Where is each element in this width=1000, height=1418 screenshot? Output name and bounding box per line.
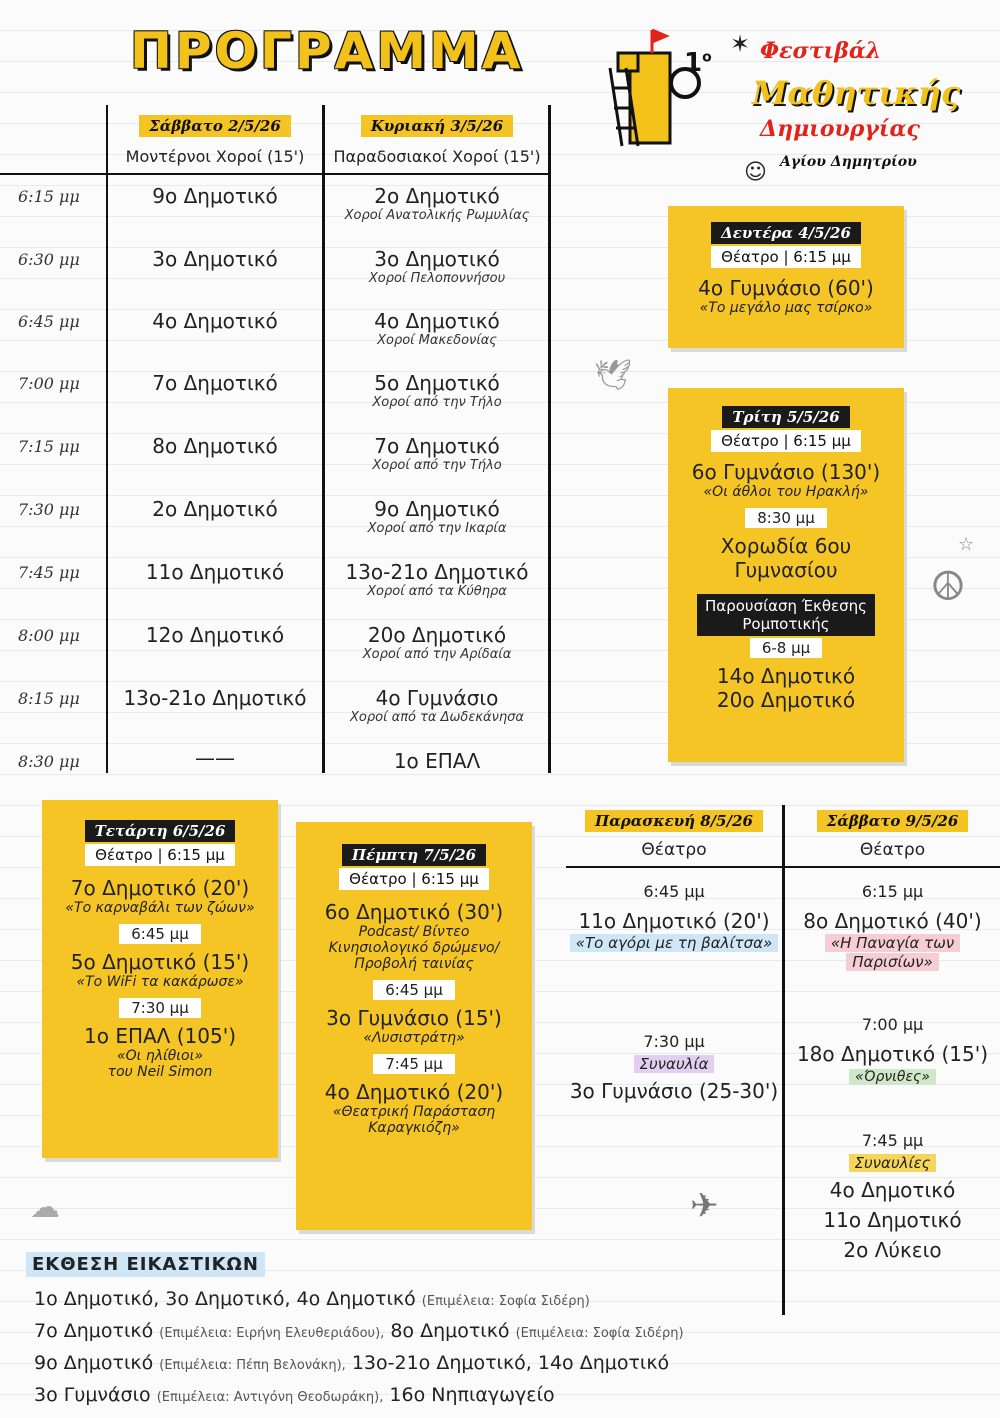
row-school: —— [195, 746, 235, 770]
wednesday-school-2: 5ο Δημοτικό (15') [70, 950, 250, 974]
thursday-play-3a: «Θεατρική Παράσταση [332, 1104, 496, 1120]
row-school: 11ο Δημοτικό [145, 560, 285, 584]
wednesday-tag: Τετάρτη 6/5/26 [85, 820, 236, 842]
tuesday-school: 6ο Γυμνάσιο (130') [691, 460, 881, 484]
friday-venue: Θέατρο [641, 840, 707, 860]
row-time: 7:30 μμ [18, 500, 80, 519]
tuesday-card [668, 388, 904, 762]
tuesday-time-3: 6-8 μμ [750, 638, 822, 658]
tuesday-school-2: 14ο Δημοτικό [716, 664, 856, 688]
exhibition-line-3: 9ο Δημοτικό (Επιμέλεια: Πέπη Βελονάκη), 13ο-21ο Δημοτικό, 14ο Δημοτικό [34, 1352, 670, 1374]
monday-tag: Δευτέρα 4/5/26 [711, 222, 861, 244]
tuesday-time-2: 8:30 μμ [745, 508, 827, 528]
day1-tag: Σάββατο 2/5/26 [139, 115, 291, 137]
row-school: 7ο Δημοτικό [152, 371, 278, 395]
wednesday-time-3: 7:30 μμ [119, 998, 201, 1018]
thursday-tag: Πέμπτη 7/5/26 [342, 844, 486, 866]
thursday-venue: Θέατρο | 6:15 μμ [339, 868, 489, 890]
logo-line-3: Δημιουργίας [760, 116, 920, 142]
friday-school-2: 3ο Γυμνάσιο (25-30') [569, 1079, 779, 1103]
day1-subtitle: Μοντέρνοι Χοροί (15') [125, 147, 305, 166]
saturday-play-1b: Παρισίων» [846, 953, 939, 971]
tuesday-choir: Χορωδία 6ου Γυμνασίου [720, 534, 852, 582]
monday-school: 4ο Γυμνάσιο (60') [698, 276, 874, 300]
thursday-time-3: 7:45 μμ [373, 1054, 455, 1074]
wednesday-card [42, 800, 278, 1158]
logo-line-4: Αγίου Δημητρίου [780, 154, 917, 170]
row-school: 2ο Δημοτικό [152, 497, 278, 521]
festival-logo-icon [600, 28, 710, 148]
wednesday-play-1: «Το καρναβάλι των ζώων» [65, 900, 255, 916]
saturday-play-2: «Όρνιθες» [849, 1069, 936, 1085]
wednesday-play-3: «Οι ηλίθιοι» [117, 1048, 203, 1064]
row-school-2: 2ο Δημοτικό Χοροί Ανατολικής Ρωμυλίας [344, 184, 530, 223]
row-time: 8:30 μμ [18, 752, 80, 771]
thursday-play-1c: Προβολή ταινίας [354, 956, 474, 972]
thursday-school-2: 3ο Γυμνάσιο (15') [326, 1006, 502, 1030]
thursday-play-1b: Κινησιολογικό δρώμενο/ [328, 940, 500, 956]
row-school: 9ο Δημοτικό [152, 184, 278, 208]
saturday-concert-label: Συναυλίες [849, 1154, 937, 1172]
day2-header [326, 115, 548, 166]
friday-tag: Παρασκευή 8/5/26 [585, 810, 763, 832]
logo-number: $1^o$ [684, 48, 712, 78]
cloud-icon: ☁ [30, 1190, 60, 1225]
row-school: 8ο Δημοτικό [152, 434, 278, 458]
saturday-school-3b: 11ο Δημοτικό [823, 1208, 962, 1232]
row-time: 7:45 μμ [18, 563, 80, 582]
logo-line-1: Φεστιβάλ [760, 38, 882, 64]
wednesday-school-3: 1ο ΕΠΑΛ (105') [84, 1024, 236, 1048]
wednesday-school-1: 7ο Δημοτικό (20') [70, 876, 250, 900]
row-school: 12ο Δημοτικό [145, 623, 285, 647]
table-divider [0, 173, 548, 175]
row-school: 13ο-21ο Δημοτικό [123, 686, 307, 710]
monday-venue: Θέατρο | 6:15 μμ [711, 246, 861, 268]
peace-icon: ☮ [930, 564, 966, 610]
thursday-play-1a: Podcast/ Βίντεο [358, 924, 470, 940]
thursday-card [296, 822, 532, 1230]
thursday-play-2: «Λυσιστράτη» [363, 1030, 465, 1046]
day2-subtitle: Παραδοσιακοί Χοροί (15') [333, 147, 541, 166]
row-school: 3ο Δημοτικό [152, 247, 278, 271]
paper-plane-icon: ✈ [690, 1186, 719, 1226]
tuesday-exhibit: Παρουσίαση Έκθεσης Ρομποτικής [697, 594, 875, 636]
smiley-icon: ☺ [744, 160, 767, 185]
exhibition-title: ΕΚΘΕΣΗ ΕΙΚΑΣΤΙΚΩΝ [26, 1252, 265, 1277]
friday-play-1: «Το αγόρι με τη βαλίτσα» [570, 934, 779, 952]
row-school-2: 1ο ΕΠΑΛ [393, 749, 481, 773]
friday-concert-label: Συναυλία [634, 1055, 715, 1073]
friday-time-1: 6:45 μμ [643, 882, 705, 901]
saturday-play-1a: «Η Παναγία των [825, 934, 960, 952]
row-school-2: 7ο Δημοτικό Χοροί από την Τήλο [372, 434, 502, 473]
star-icon: ✶ [730, 30, 751, 58]
saturday-time-2: 7:00 μμ [861, 1015, 924, 1034]
row-school-2: 3ο Δημοτικό Χοροί Πελοποννήσου [368, 247, 506, 286]
row-school-2: 4ο Γυμνάσιο Χοροί από τα Δωδεκάνησα [350, 686, 524, 725]
star-icon: ☆ [958, 534, 975, 555]
exhibition-line-1: 1ο Δημοτικό, 3ο Δημοτικό, 4ο Δημοτικό (Επιμέλεια: Σοφία Σιδέρη) [34, 1288, 590, 1310]
table-divider [322, 105, 325, 773]
wednesday-time-2: 6:45 μμ [119, 924, 201, 944]
tuesday-school-3: 20ο Δημοτικό [716, 688, 856, 712]
row-time: 7:00 μμ [18, 374, 80, 393]
row-time: 6:45 μμ [18, 312, 80, 331]
wednesday-play-3b: του Neil Simon [107, 1064, 213, 1080]
page-title: ΠΡΟΓΡΑΜΜΑ [130, 22, 524, 80]
row-school-2: 9ο Δημοτικό Χοροί από την Ικαρία [367, 497, 507, 536]
row-time: 8:00 μμ [18, 626, 80, 645]
logo-line-2: Μαθητικής [752, 74, 961, 112]
tuesday-tag: Τρίτη 5/5/26 [722, 406, 849, 428]
thursday-time-2: 6:45 μμ [373, 980, 455, 1000]
row-school-2: 5ο Δημοτικό Χοροί από την Τήλο [372, 371, 502, 410]
saturday-school-2: 18ο Δημοτικό (15') [796, 1042, 989, 1066]
day2-tag: Κυριακή 3/5/26 [361, 115, 513, 137]
row-school-2: 13ο-21ο Δημοτικό Χοροί από τα Κύθηρα [345, 560, 529, 599]
saturday-school-3a: 4ο Δημοτικό [829, 1178, 956, 1202]
saturday-tag: Σάββατο 9/5/26 [817, 810, 969, 832]
tuesday-venue: Θέατρο | 6:15 μμ [711, 430, 861, 452]
saturday-school-1: 8ο Δημοτικό (40') [803, 909, 982, 933]
saturday-time-1: 6:15 μμ [861, 882, 924, 901]
row-time: 6:15 μμ [18, 187, 80, 206]
row-school-2: 20ο Δημοτικό Χοροί από την Αρίδαία [362, 623, 512, 662]
thursday-play-3b: Καραγκιόζη» [368, 1120, 460, 1136]
saturday-venue: Θέατρο [859, 840, 926, 860]
exhibition-line-4: 3ο Γυμνάσιο (Επιμέλεια: Αντιγόνη Θεοδωράκη), 16ο Νηπιαγωγείο [34, 1384, 555, 1406]
saturday-school-3c: 2ο Λύκειο [843, 1238, 942, 1262]
friday-time-2: 7:30 μμ [643, 1032, 705, 1051]
friday-column [566, 810, 782, 1103]
row-time: 6:30 μμ [18, 250, 80, 269]
thursday-school-3: 4ο Δημοτικό (20') [324, 1080, 504, 1104]
friday-school-1: 11ο Δημοτικό (20') [578, 909, 770, 933]
saturday-time-3: 7:45 μμ [861, 1131, 924, 1150]
wednesday-venue: Θέατρο | 6:15 μμ [85, 844, 235, 866]
tuesday-play: «Οι άθλοι του Ηρακλή» [703, 484, 869, 500]
table-divider [548, 105, 551, 773]
row-school: 4ο Δημοτικό [152, 309, 278, 333]
exhibition-line-2: 7ο Δημοτικό (Επιμέλεια: Ειρήνη Ελευθεριάδου), 8ο Δημοτικό (Επιμέλεια: Σοφία Σιδέρη) [34, 1320, 684, 1342]
wednesday-play-2: «Το WiFi τα κακάρωσε» [76, 974, 244, 990]
row-time: 7:15 μμ [18, 437, 80, 456]
dove-icon: 🕊 [594, 358, 633, 393]
row-school-2: 4ο Δημοτικό Χοροί Μακεδονίας [374, 309, 500, 348]
monday-play: «Το μεγάλο μας τσίρκο» [699, 300, 873, 316]
thursday-school-1: 6ο Δημοτικό (30') [324, 900, 504, 924]
monday-card [668, 206, 904, 348]
saturday-column [785, 810, 1000, 1262]
row-time: 8:15 μμ [18, 689, 80, 708]
day1-header [108, 115, 322, 166]
